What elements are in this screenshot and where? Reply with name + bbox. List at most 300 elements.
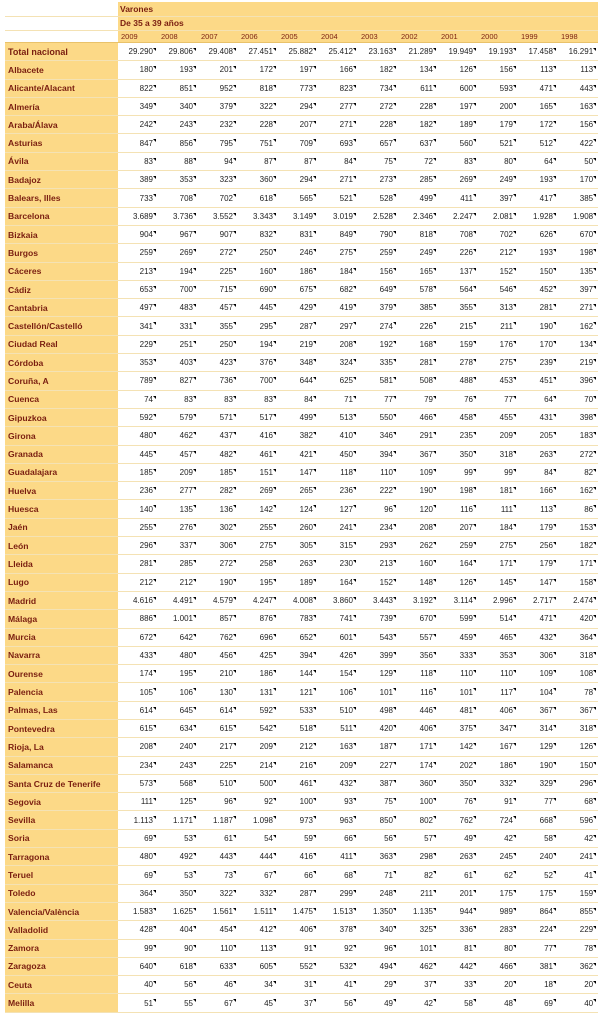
value-cell: 240 (518, 848, 558, 866)
value-cell: 276 (158, 518, 198, 536)
value-cell: 170 (558, 171, 598, 189)
value-cell: 411 (318, 848, 358, 866)
value-cell: 708 (438, 225, 478, 243)
value-cell: 242 (118, 116, 158, 134)
value-cell: 259 (358, 244, 398, 262)
value-cell: 422 (558, 134, 598, 152)
value-cell: 93 (318, 793, 358, 811)
value-cell: 82 (558, 463, 598, 481)
value-cell: 644 (278, 372, 318, 390)
value-cell: 156 (478, 61, 518, 79)
value-cell: 109 (518, 665, 558, 683)
value-cell: 162 (558, 317, 598, 335)
value-cell: 886 (118, 610, 158, 628)
row-label: Teruel (5, 866, 118, 884)
value-cell: 471 (518, 610, 558, 628)
value-cell: 363 (358, 848, 398, 866)
table-row (5, 537, 598, 555)
table-row (5, 97, 598, 115)
value-cell: 96 (358, 939, 398, 957)
value-cell: 433 (118, 646, 158, 664)
value-cell: 145 (478, 573, 518, 591)
value-cell: 182 (398, 116, 438, 134)
value-cell: 82 (398, 866, 438, 884)
value-cell: 353 (158, 171, 198, 189)
value-cell: 241 (318, 518, 358, 536)
value-cell: 83 (158, 390, 198, 408)
value-cell: 2.081 (478, 207, 518, 225)
table-row (5, 189, 598, 207)
value-cell: 66 (318, 829, 358, 847)
value-cell: 297 (318, 317, 358, 335)
value-cell: 4.579 (198, 591, 238, 609)
value-cell: 160 (238, 262, 278, 280)
value-cell: 77 (518, 793, 558, 811)
value-cell: 190 (518, 756, 558, 774)
value-cell: 62 (478, 866, 518, 884)
value-cell: 164 (318, 573, 358, 591)
value-cell: 41 (558, 866, 598, 884)
value-cell: 3.689 (118, 207, 158, 225)
value-cell: 190 (518, 317, 558, 335)
value-cell: 4.247 (238, 591, 278, 609)
value-cell: 904 (118, 225, 158, 243)
value-cell: 207 (438, 518, 478, 536)
value-cell: 281 (398, 354, 438, 372)
value-cell: 219 (278, 335, 318, 353)
value-cell: 17.458 (518, 43, 558, 61)
value-cell: 225 (198, 756, 238, 774)
value-cell: 277 (318, 97, 358, 115)
value-cell: 142 (438, 738, 478, 756)
value-cell: 510 (318, 701, 358, 719)
row-label: Barcelona (5, 207, 118, 225)
value-cell: 110 (198, 939, 238, 957)
value-cell: 77 (358, 390, 398, 408)
row-label: Santa Cruz de Tenerife (5, 774, 118, 792)
value-cell: 375 (438, 719, 478, 737)
value-cell: 83 (438, 152, 478, 170)
value-cell: 364 (558, 628, 598, 646)
value-cell: 56 (318, 994, 358, 1012)
value-cell: 147 (518, 573, 558, 591)
value-cell: 87 (238, 152, 278, 170)
value-cell: 106 (318, 683, 358, 701)
value-cell: 271 (318, 171, 358, 189)
row-label: Cantabria (5, 299, 118, 317)
table-row (5, 61, 598, 79)
value-cell: 657 (358, 134, 398, 152)
value-cell: 248 (358, 884, 398, 902)
value-cell: 235 (438, 427, 478, 445)
value-cell: 2.247 (438, 207, 478, 225)
value-cell: 287 (278, 317, 318, 335)
value-cell: 952 (198, 79, 238, 97)
value-cell: 40 (118, 976, 158, 994)
table-row (5, 939, 598, 957)
value-cell: 83 (118, 152, 158, 170)
table-row (5, 957, 598, 975)
value-cell: 605 (238, 957, 278, 975)
value-cell: 857 (198, 610, 238, 628)
years-header-row (5, 31, 598, 43)
table-row (5, 573, 598, 591)
table-row (5, 866, 598, 884)
value-cell: 715 (198, 280, 238, 298)
value-cell: 355 (438, 299, 478, 317)
value-cell: 249 (478, 171, 518, 189)
value-cell: 33 (438, 976, 478, 994)
value-cell: 322 (238, 97, 278, 115)
value-cell: 182 (558, 537, 598, 555)
value-cell: 53 (158, 829, 198, 847)
value-cell: 382 (278, 427, 318, 445)
value-cell: 387 (358, 774, 398, 792)
value-cell: 333 (438, 646, 478, 664)
value-cell: 483 (158, 299, 198, 317)
value-cell: 75 (358, 793, 398, 811)
value-cell: 568 (158, 774, 198, 792)
value-cell: 528 (358, 189, 398, 207)
table-row (5, 719, 598, 737)
value-cell: 212 (158, 573, 198, 591)
value-cell: 194 (158, 262, 198, 280)
value-cell: 131 (238, 683, 278, 701)
value-cell: 425 (238, 646, 278, 664)
value-cell: 462 (398, 957, 438, 975)
value-cell: 78 (558, 939, 598, 957)
value-cell: 154 (318, 665, 358, 683)
value-cell: 394 (278, 646, 318, 664)
value-cell: 225 (198, 262, 238, 280)
value-cell: 184 (478, 518, 518, 536)
value-cell: 25.412 (318, 43, 358, 61)
value-cell: 215 (438, 317, 478, 335)
value-cell: 153 (558, 518, 598, 536)
value-cell: 127 (318, 500, 358, 518)
value-cell: 411 (438, 189, 478, 207)
row-label: Huelva (5, 482, 118, 500)
table-row (5, 171, 598, 189)
table-row (5, 244, 598, 262)
value-cell: 1.511 (238, 902, 278, 920)
value-cell: 348 (278, 354, 318, 372)
value-cell: 1.001 (158, 610, 198, 628)
row-label: Navarra (5, 646, 118, 664)
value-cell: 437 (198, 427, 238, 445)
value-cell: 156 (358, 262, 398, 280)
value-cell: 275 (318, 244, 358, 262)
value-cell: 189 (438, 116, 478, 134)
value-cell: 498 (358, 701, 398, 719)
value-cell: 455 (478, 408, 518, 426)
value-cell: 126 (438, 573, 478, 591)
value-cell: 615 (198, 719, 238, 737)
value-cell: 432 (318, 774, 358, 792)
value-cell: 87 (278, 152, 318, 170)
value-cell: 64 (518, 152, 558, 170)
value-cell: 277 (158, 482, 198, 500)
value-cell: 406 (478, 701, 518, 719)
value-cell: 397 (558, 280, 598, 298)
value-cell: 381 (518, 957, 558, 975)
row-label: Burgos (5, 244, 118, 262)
value-cell: 298 (398, 848, 438, 866)
row-label: Cáceres (5, 262, 118, 280)
table-row (5, 902, 598, 920)
value-cell: 533 (278, 701, 318, 719)
value-cell: 512 (518, 134, 558, 152)
value-cell: 165 (398, 262, 438, 280)
value-cell: 263 (438, 848, 478, 866)
value-cell: 518 (278, 719, 318, 737)
value-cell: 236 (118, 482, 158, 500)
value-cell: 508 (398, 372, 438, 390)
value-cell: 1.928 (518, 207, 558, 225)
row-label: León (5, 537, 118, 555)
value-cell: 69 (518, 994, 558, 1012)
value-cell: 29 (358, 976, 398, 994)
table-row (5, 354, 598, 372)
value-cell: 156 (558, 116, 598, 134)
value-cell: 144 (278, 665, 318, 683)
value-cell: 416 (238, 427, 278, 445)
value-cell: 2.528 (358, 207, 398, 225)
value-cell: 3.019 (318, 207, 358, 225)
table-row (5, 518, 598, 536)
row-label: Zaragoza (5, 957, 118, 975)
value-cell: 117 (478, 683, 518, 701)
value-cell: 466 (398, 408, 438, 426)
value-cell: 452 (518, 280, 558, 298)
value-cell: 209 (158, 463, 198, 481)
value-cell: 259 (438, 537, 478, 555)
value-cell: 3.736 (158, 207, 198, 225)
value-cell: 121 (278, 683, 318, 701)
value-cell: 579 (158, 408, 198, 426)
value-cell: 105 (118, 683, 158, 701)
value-cell: 488 (438, 372, 478, 390)
value-cell: 202 (438, 756, 478, 774)
value-cell: 432 (518, 628, 558, 646)
value-cell: 499 (398, 189, 438, 207)
value-cell: 847 (118, 134, 158, 152)
value-cell: 762 (198, 628, 238, 646)
value-cell: 116 (438, 500, 478, 518)
value-cell: 53 (158, 866, 198, 884)
value-cell: 236 (318, 482, 358, 500)
value-cell: 159 (438, 335, 478, 353)
value-cell: 212 (478, 244, 518, 262)
value-cell: 214 (238, 756, 278, 774)
row-label: Cuenca (5, 390, 118, 408)
value-cell: 462 (158, 427, 198, 445)
value-cell: 67 (198, 994, 238, 1012)
value-cell: 263 (518, 445, 558, 463)
value-cell: 189 (278, 573, 318, 591)
value-cell: 171 (478, 555, 518, 573)
value-cell: 542 (238, 719, 278, 737)
value-cell: 497 (118, 299, 158, 317)
value-cell: 492 (158, 848, 198, 866)
value-cell: 565 (278, 189, 318, 207)
value-cell: 239 (518, 354, 558, 372)
value-cell: 850 (358, 811, 398, 829)
value-cell: 741 (318, 610, 358, 628)
value-cell: 84 (318, 152, 358, 170)
value-cell: 73 (198, 866, 238, 884)
value-cell: 429 (278, 299, 318, 317)
row-label: Melilla (5, 994, 118, 1012)
value-cell: 50 (558, 152, 598, 170)
value-cell: 259 (118, 244, 158, 262)
value-cell: 417 (518, 189, 558, 207)
value-cell: 20 (558, 976, 598, 994)
value-cell: 625 (318, 372, 358, 390)
value-cell: 260 (278, 518, 318, 536)
row-label: Huesca (5, 500, 118, 518)
value-cell: 69 (118, 866, 158, 884)
value-cell: 81 (438, 939, 478, 957)
table-row (5, 335, 598, 353)
value-cell: 269 (238, 482, 278, 500)
value-cell: 171 (558, 555, 598, 573)
value-cell: 281 (518, 299, 558, 317)
value-cell: 258 (238, 555, 278, 573)
value-cell: 827 (158, 372, 198, 390)
value-cell: 125 (158, 793, 198, 811)
value-cell: 318 (478, 445, 518, 463)
row-label: Madrid (5, 591, 118, 609)
value-cell: 77 (478, 390, 518, 408)
value-cell: 208 (118, 738, 158, 756)
value-cell: 91 (278, 939, 318, 957)
value-cell: 696 (238, 628, 278, 646)
table-row (5, 500, 598, 518)
value-cell: 3.149 (278, 207, 318, 225)
value-cell: 973 (278, 811, 318, 829)
value-cell: 762 (438, 811, 478, 829)
value-cell: 45 (238, 994, 278, 1012)
value-cell: 37 (278, 994, 318, 1012)
value-cell: 163 (318, 738, 358, 756)
value-cell: 406 (398, 719, 438, 737)
value-cell: 61 (198, 829, 238, 847)
table-row (5, 262, 598, 280)
row-label: Pontevedra (5, 719, 118, 737)
value-cell: 49 (438, 829, 478, 847)
value-cell: 185 (198, 463, 238, 481)
table-row (5, 225, 598, 243)
value-cell: 291 (398, 427, 438, 445)
value-cell: 96 (198, 793, 238, 811)
value-cell: 272 (198, 244, 238, 262)
value-cell: 581 (358, 372, 398, 390)
value-cell: 294 (278, 97, 318, 115)
value-cell: 419 (318, 299, 358, 317)
value-cell: 335 (358, 354, 398, 372)
value-cell: 739 (358, 610, 398, 628)
row-label: Castellón/Castelló (5, 317, 118, 335)
value-cell: 76 (438, 793, 478, 811)
value-cell: 672 (118, 628, 158, 646)
value-cell: 637 (398, 134, 438, 152)
value-cell: 245 (478, 848, 518, 866)
value-cell: 397 (478, 189, 518, 207)
value-cell: 48 (478, 994, 518, 1012)
value-cell: 573 (118, 774, 158, 792)
value-cell: 855 (558, 902, 598, 920)
value-cell: 399 (358, 646, 398, 664)
value-cell: 84 (518, 463, 558, 481)
value-cell: 51 (118, 994, 158, 1012)
value-cell: 183 (558, 427, 598, 445)
value-cell: 148 (398, 573, 438, 591)
value-cell: 349 (118, 97, 158, 115)
value-cell: 272 (358, 97, 398, 115)
table-row (5, 390, 598, 408)
value-cell: 194 (238, 335, 278, 353)
value-cell: 23.163 (358, 43, 398, 61)
value-cell: 41 (318, 976, 358, 994)
value-cell: 724 (478, 811, 518, 829)
value-cell: 222 (358, 482, 398, 500)
value-cell: 325 (398, 921, 438, 939)
value-cell: 229 (118, 335, 158, 353)
value-cell: 618 (238, 189, 278, 207)
value-cell: 571 (198, 408, 238, 426)
value-cell: 56 (358, 829, 398, 847)
row-label: Segovia (5, 793, 118, 811)
value-cell: 499 (278, 408, 318, 426)
table-row (5, 299, 598, 317)
value-cell: 315 (318, 537, 358, 555)
value-cell: 412 (238, 921, 278, 939)
value-cell: 64 (518, 390, 558, 408)
value-cell: 230 (318, 555, 358, 573)
value-cell: 379 (358, 299, 398, 317)
value-cell: 353 (478, 646, 518, 664)
value-cell: 4.616 (118, 591, 158, 609)
value-cell: 124 (278, 500, 318, 518)
value-cell: 481 (438, 701, 478, 719)
value-cell: 84 (278, 390, 318, 408)
value-cell: 285 (158, 555, 198, 573)
row-label: Granada (5, 445, 118, 463)
value-cell: 318 (558, 719, 598, 737)
value-cell: 71 (318, 390, 358, 408)
value-cell: 243 (158, 756, 198, 774)
value-cell: 521 (318, 189, 358, 207)
value-cell: 457 (198, 299, 238, 317)
value-cell: 25.882 (278, 43, 318, 61)
value-cell: 198 (438, 482, 478, 500)
value-cell: 818 (398, 225, 438, 243)
value-cell: 69 (118, 829, 158, 847)
value-cell: 70 (558, 390, 598, 408)
value-cell: 346 (358, 427, 398, 445)
value-cell: 61 (438, 866, 478, 884)
value-cell: 227 (358, 756, 398, 774)
value-cell: 42 (558, 829, 598, 847)
value-cell: 1.350 (358, 902, 398, 920)
value-cell: 454 (198, 921, 238, 939)
value-cell: 3.343 (238, 207, 278, 225)
value-cell: 16.291 (558, 43, 598, 61)
row-label: Soria (5, 829, 118, 847)
table-row (5, 848, 598, 866)
table-row (5, 976, 598, 994)
